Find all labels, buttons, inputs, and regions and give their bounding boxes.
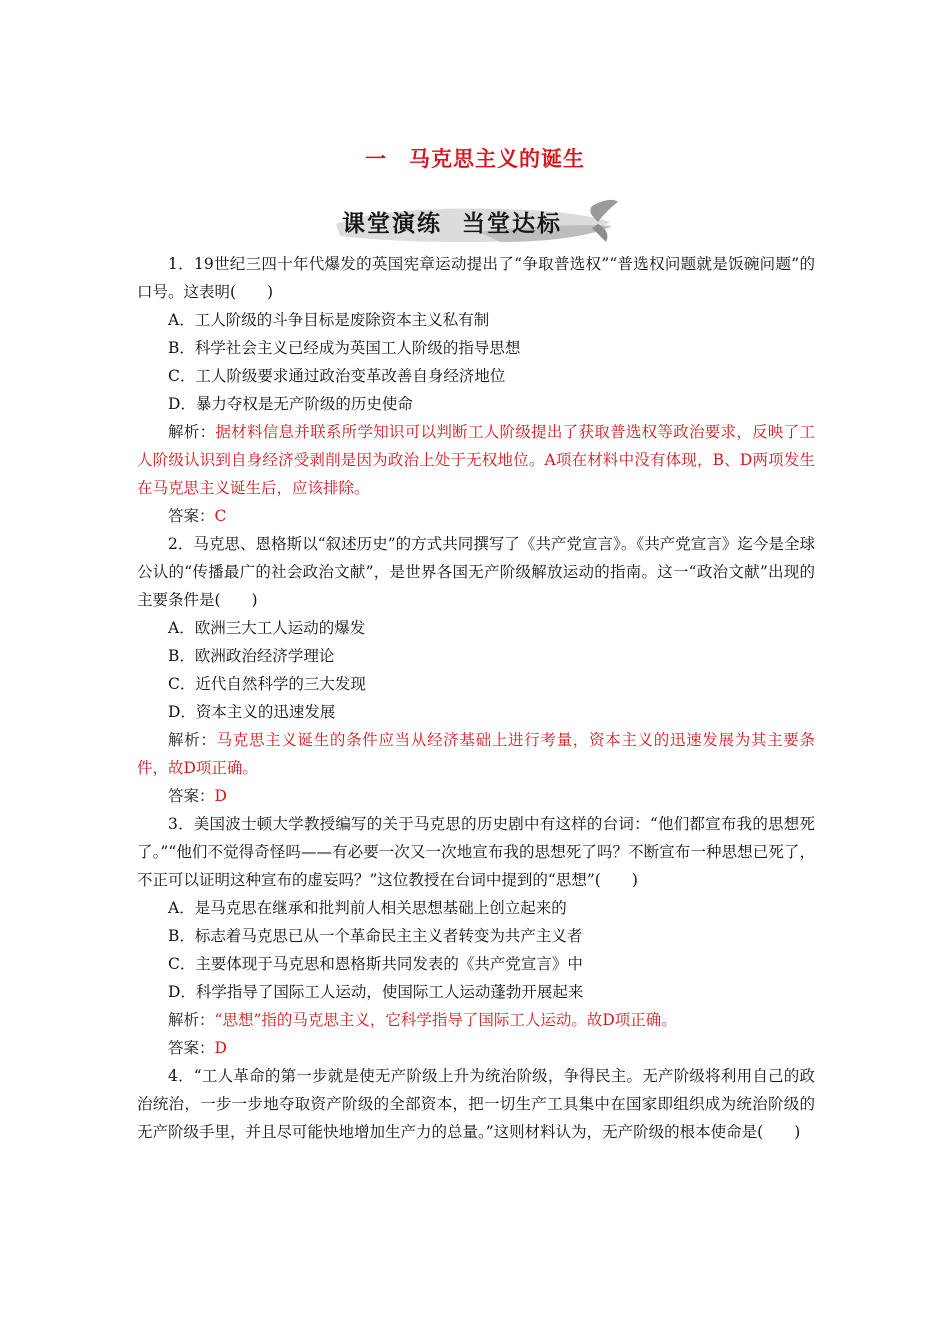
section-banner bbox=[330, 196, 620, 246]
page-title: 一 马克思主义的诞生 bbox=[365, 146, 585, 171]
question-stem: 2．马克思、恩格斯以“叙述历史”的方式共同撰写了《共产党宣言》。《共产党宣言》迄今是全球公认的“传播最广的社会政治文献”，是世界各国无产阶级解放运动的指南。这一“政治文献”出现的主要条件是( ) bbox=[137, 535, 815, 609]
analysis bbox=[137, 418, 815, 502]
analysis-label: 解析： bbox=[168, 423, 216, 441]
answer-label: 答案： bbox=[168, 507, 215, 525]
option-a: A．欧洲三大工人运动的爆发 bbox=[168, 619, 366, 637]
answer bbox=[137, 502, 815, 530]
option-d: D．资本主义的迅速发展 bbox=[168, 703, 336, 721]
analysis-text: “思想”指的马克思主义，它科学指导了国际工人运动。故D项正确。 bbox=[214, 1011, 677, 1029]
analysis-text: 据材料信息并联系所学知识可以判断工人阶级提出了获取普选权等政治要求，反映了工人阶级认识到自身经济受剥削是因为政治上处于无权地位。A项在材料中没有体现，B、D两项发生在马克思主义诞生后，应该排除。 bbox=[137, 423, 815, 497]
analysis-label: 解析： bbox=[168, 731, 217, 749]
option-d: D．科学指导了国际工人运动，使国际工人运动蓬勃开展起来 bbox=[168, 983, 584, 1001]
answer bbox=[137, 1034, 815, 1062]
option-c: C．近代自然科学的三大发现 bbox=[168, 675, 366, 693]
option-b: B．欧洲政治经济学理论 bbox=[168, 647, 335, 665]
answer-label: 答案： bbox=[168, 787, 215, 805]
option-d: D．暴力夺权是无产阶级的历史使命 bbox=[168, 395, 413, 413]
option-a: A．工人阶级的斗争目标是废除资本主义私有制 bbox=[168, 311, 490, 329]
answer-value: C bbox=[214, 507, 227, 525]
analysis-text: 马克思主义诞生的条件应当从经济基础上进行考量，资本主义的迅速发展为其主要条件，故D项正确。 bbox=[137, 731, 815, 777]
analysis bbox=[137, 1006, 815, 1034]
option-b: B．标志着马克思已从一个革命民主主义者转变为共产主义者 bbox=[168, 927, 583, 945]
answer bbox=[137, 782, 815, 810]
analysis bbox=[137, 726, 815, 782]
answer-value: D bbox=[214, 1039, 227, 1057]
option-b: B．科学社会主义已经成为英国工人阶级的指导思想 bbox=[168, 339, 521, 357]
option-c: C．主要体现于马克思和恩格斯共同发表的《共产党宣言》中 bbox=[168, 955, 583, 973]
analysis-label: 解析： bbox=[168, 1011, 215, 1029]
exercise-content bbox=[137, 250, 815, 1146]
question-stem: 4．“工人革命的第一步就是使无产阶级上升为统治阶级，争得民主。无产阶级将利用自己的政治统治，一步一步地夺取资产阶级的全部资本，把一切生产工具集中在国家即组织成为统治阶级的无产阶级手里，并且尽可能快地增加生产力的总量。”这则材料认为，无产阶级的根本使命是( ) bbox=[137, 1067, 815, 1141]
option-c: C．工人阶级要求通过政治变革改善自身经济地位 bbox=[168, 367, 506, 385]
answer-value: D bbox=[214, 787, 227, 805]
answer-label: 答案： bbox=[168, 1039, 215, 1057]
banner-text: 课堂演练 当堂达标 bbox=[342, 210, 563, 237]
question-stem: 3．美国波士顿大学教授编写的关于马克思的历史剧中有这样的台词：“他们都宣布我的思想死了。”“他们不觉得奇怪吗——有必要一次又一次地宣布我的思想死了吗？不断宣布一种思想已死了，不正可以证明这种宣布的虚妄吗？”这位教授在台词中提到的“思想”( ) bbox=[137, 815, 815, 889]
option-a: A．是马克思在继承和批判前人相关思想基础上创立起来的 bbox=[168, 899, 567, 917]
question-stem: 1．19世纪三四十年代爆发的英国宪章运动提出了“争取普选权”“普选权问题就是饭碗问题”的口号。这表明( ) bbox=[137, 255, 815, 301]
